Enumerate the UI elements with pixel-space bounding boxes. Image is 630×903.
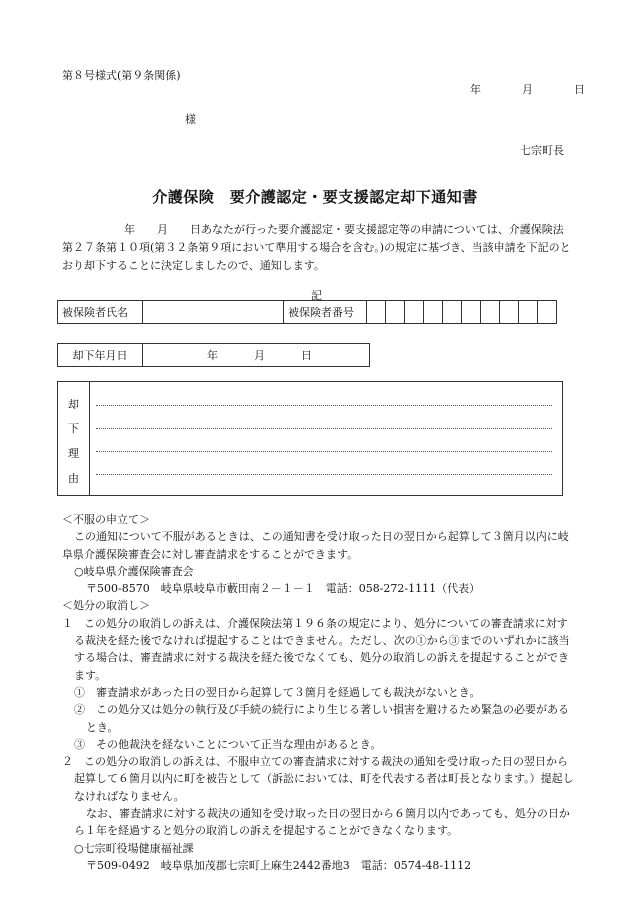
issue-date-month: 月: [522, 83, 533, 96]
reason-label-char: 下: [68, 422, 79, 435]
revocation-org: ○七宗町役場健康福祉課: [74, 841, 194, 855]
ki-heading: 記: [311, 289, 322, 302]
rejection-date-table: [57, 343, 370, 367]
rejection-date-day: 日: [301, 349, 312, 362]
rejection-date-label: 却下年月日: [58, 344, 143, 367]
revocation-sub-1: ① 審査請求があった日の翌日から起算して３箇月を経過しても裁決がないとき。: [74, 685, 481, 699]
revocation-address: 〒509-0492 岐阜県加茂郡七宗町上麻生2442番地3 電話：0574-48-1112: [86, 858, 472, 872]
reason-dotted-line[interactable]: [96, 405, 552, 406]
revocation-heading: ＜処分の取消し＞: [62, 599, 150, 613]
rejection-date-field[interactable]: [143, 344, 370, 367]
insured-name-label: 被保険者氏名: [58, 301, 143, 324]
reason-label-char: 理: [68, 447, 79, 460]
issue-date-day: 日: [574, 83, 585, 96]
revocation-item-1: １ この処分の取消しの訴えは、介護保険法第１９６条の規定により、処分についての審査請求に対する裁決を経た後でなければ提起することはできません。ただし、次の①から③までのいずれかに該当する場合は、審査請求に対する裁決を経た後でなくても、処分の取消しの訴えを提起することができます。: [62, 616, 570, 682]
insured-number-digit[interactable]: [367, 301, 386, 324]
insured-number-digit[interactable]: [443, 301, 462, 324]
revocation-note: なお、審査請求に対する裁決の通知を受け取った日の翌日から６箇月以内であっても、処分の日から１年を経過すると処分の取消しの訴えを提起することができなくなります。: [74, 807, 570, 838]
form-number: 第８号様式(第９条関係): [62, 69, 181, 82]
objection-org: ○岐阜県介護保険審査会: [74, 564, 194, 578]
insured-number-digit[interactable]: [386, 301, 405, 324]
issuer: 七宗町長: [520, 144, 564, 157]
insured-number-digit[interactable]: [424, 301, 443, 324]
revocation-sub-3: ③ その他裁決を経ないことについて正当な理由があるとき。: [74, 737, 382, 751]
revocation-item-2: ２ この処分の取消しの訴えは、不服申立ての審査請求に対する裁決の通知を受け取った日の翌日から起算して６箇月以内に町を被告として（訴訟においては、町を代表する者は町長となります。）提起しなければなりません。: [62, 755, 574, 803]
reason-label-char: 由: [68, 472, 79, 485]
rejection-reason-box: [57, 381, 563, 496]
intro-text: あなたが行った要介護認定・要支援認定等の申請については、介護保険法第２７条第１０項(第３２条第９項において準用する場合を含む。)の規定に基づき、当該申請を下記のとおり却下することに決定しましたので、通知します。: [62, 223, 571, 272]
insured-number-label: 被保険者番号: [284, 301, 367, 324]
appeal-section: [62, 511, 577, 874]
objection-text: この通知について不服があるときは、この通知書を受け取った日の翌日から起算して３箇月以内に岐阜県介護保険審査会に対し審査請求をすることができます。: [62, 530, 569, 561]
intro-date: 年 月 日: [124, 223, 201, 236]
insured-name-field[interactable]: [143, 301, 284, 324]
insured-number-digit[interactable]: [519, 301, 538, 324]
insured-number-digit[interactable]: [462, 301, 481, 324]
insured-number-digit[interactable]: [500, 301, 519, 324]
insured-number-digit[interactable]: [405, 301, 424, 324]
reason-label-char: 却: [68, 398, 79, 411]
rejection-date-month: 月: [254, 349, 265, 362]
objection-heading: ＜不服の申立て＞: [62, 513, 150, 526]
document-title: 介護保険 要介護認定・要支援認定却下通知書: [152, 188, 478, 206]
issue-date: [470, 81, 585, 97]
objection-address: 〒500-8570 岐阜県岐阜市藪田南２－１－１ 電話：058-272-1111（代表）: [86, 582, 481, 596]
rejection-reason-label: [58, 382, 90, 495]
insured-table: [57, 300, 557, 324]
reason-dotted-line[interactable]: [96, 428, 552, 429]
intro-paragraph: [62, 221, 572, 275]
addressee: 様: [185, 113, 196, 126]
issue-date-year: 年: [470, 83, 481, 96]
reason-dotted-line[interactable]: [96, 451, 552, 452]
reason-dotted-line[interactable]: [96, 474, 552, 475]
insured-number-digit[interactable]: [481, 301, 500, 324]
rejection-date-year: 年: [207, 349, 218, 362]
revocation-sub-2: ② この処分又は処分の執行及び手続の続行により生じる著しい損害を避けるため緊急の必要があるとき。: [74, 703, 569, 734]
insured-number-digit[interactable]: [538, 301, 557, 324]
